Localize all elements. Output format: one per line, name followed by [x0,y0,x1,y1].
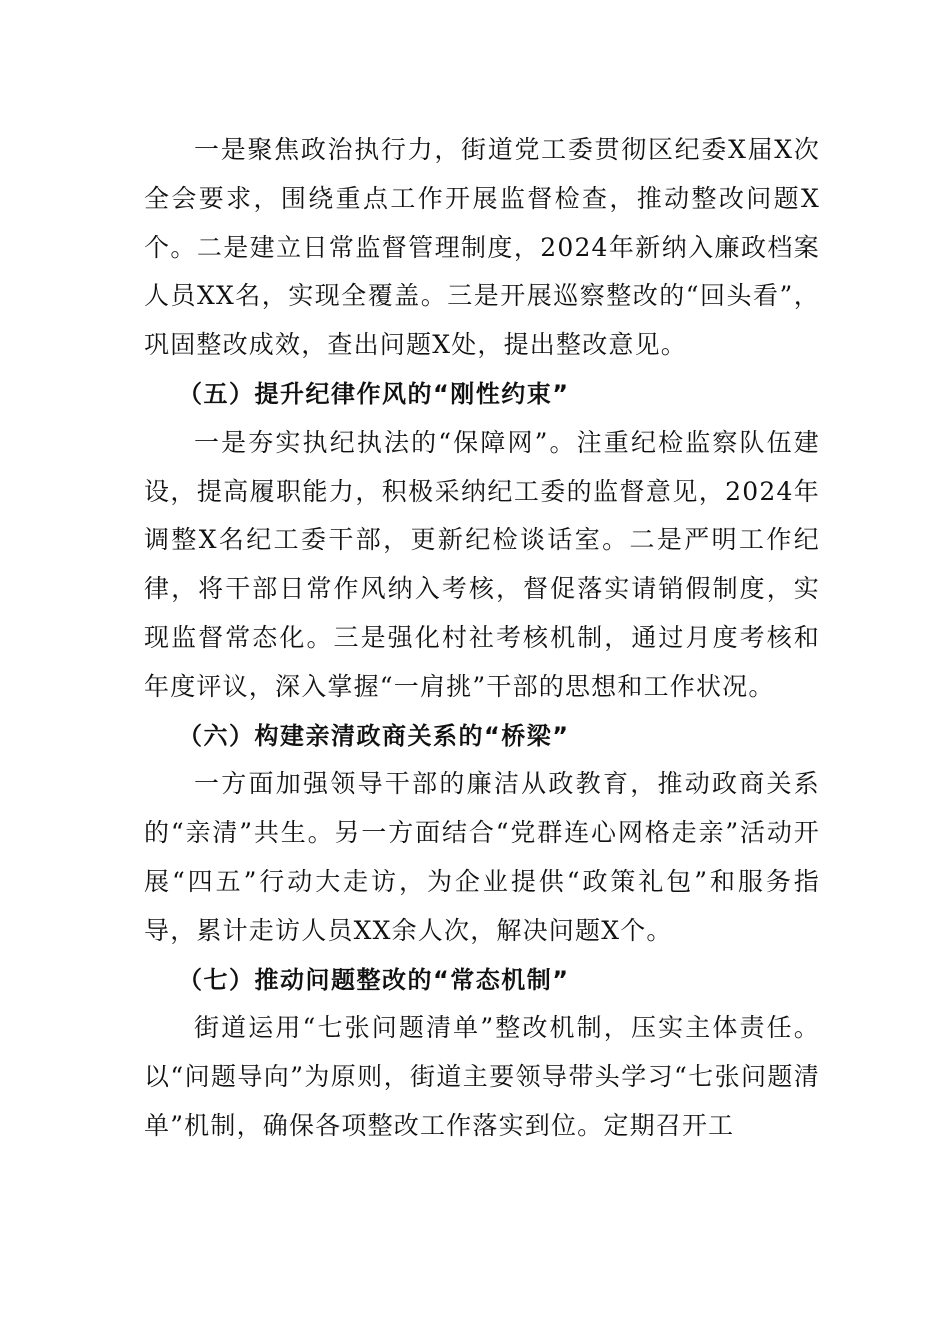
document-body [144,126,820,1151]
paragraph-rectification-mechanism: 街道运用“七张问题清单”整改机制，压实主体责任。以“问题导向”为原则，街道主要领导带头学习“七张问题清单”机制，确保各项整改工作落实到位。定期召开工 [144,1013,820,1140]
section-heading-five: （五）提升纪律作风的“刚性约束” [178,379,570,408]
paragraph-political-execution: 一是聚焦政治执行力，街道党工委贯彻区纪委X届X次全会要求，围绕重点工作开展监督检查，推动整改问题X个。二是建立日常监督管理制度，2024年新纳入廉政档案人员XX名，实现全覆盖。三是开展巡察整改的“回头看”，巩固整改成效，查出问题X处，提出整改意见。 [144,135,820,360]
paragraph-government-business: 一方面加强领导干部的廉洁从政教育，推动政商关系的“亲清”共生。另一方面结合“党群连心网格走亲”活动开展“四五”行动大走访，为企业提供“政策礼包”和服务指导，累计走访人员XX余人次，解决问题X个。 [144,769,820,945]
section-heading-seven: （七）推动问题整改的“常态机制” [178,965,570,994]
paragraph-discipline-style: 一是夯实执纪执法的“保障网”。注重纪检监察队伍建设，提高履职能力，积极采纳纪工委的监督意见，2024年调整X名纪工委干部，更新纪检谈话室。二是严明工作纪律，将干部日常作风纳入考核，督促落实请销假制度，实现监督常态化。三是强化村社考核机制，通过月度考核和年度评议，深入掌握“一肩挑”干部的思想和工作状况。 [144,427,820,701]
section-heading-six: （六）构建亲清政商关系的“桥梁” [178,721,570,750]
